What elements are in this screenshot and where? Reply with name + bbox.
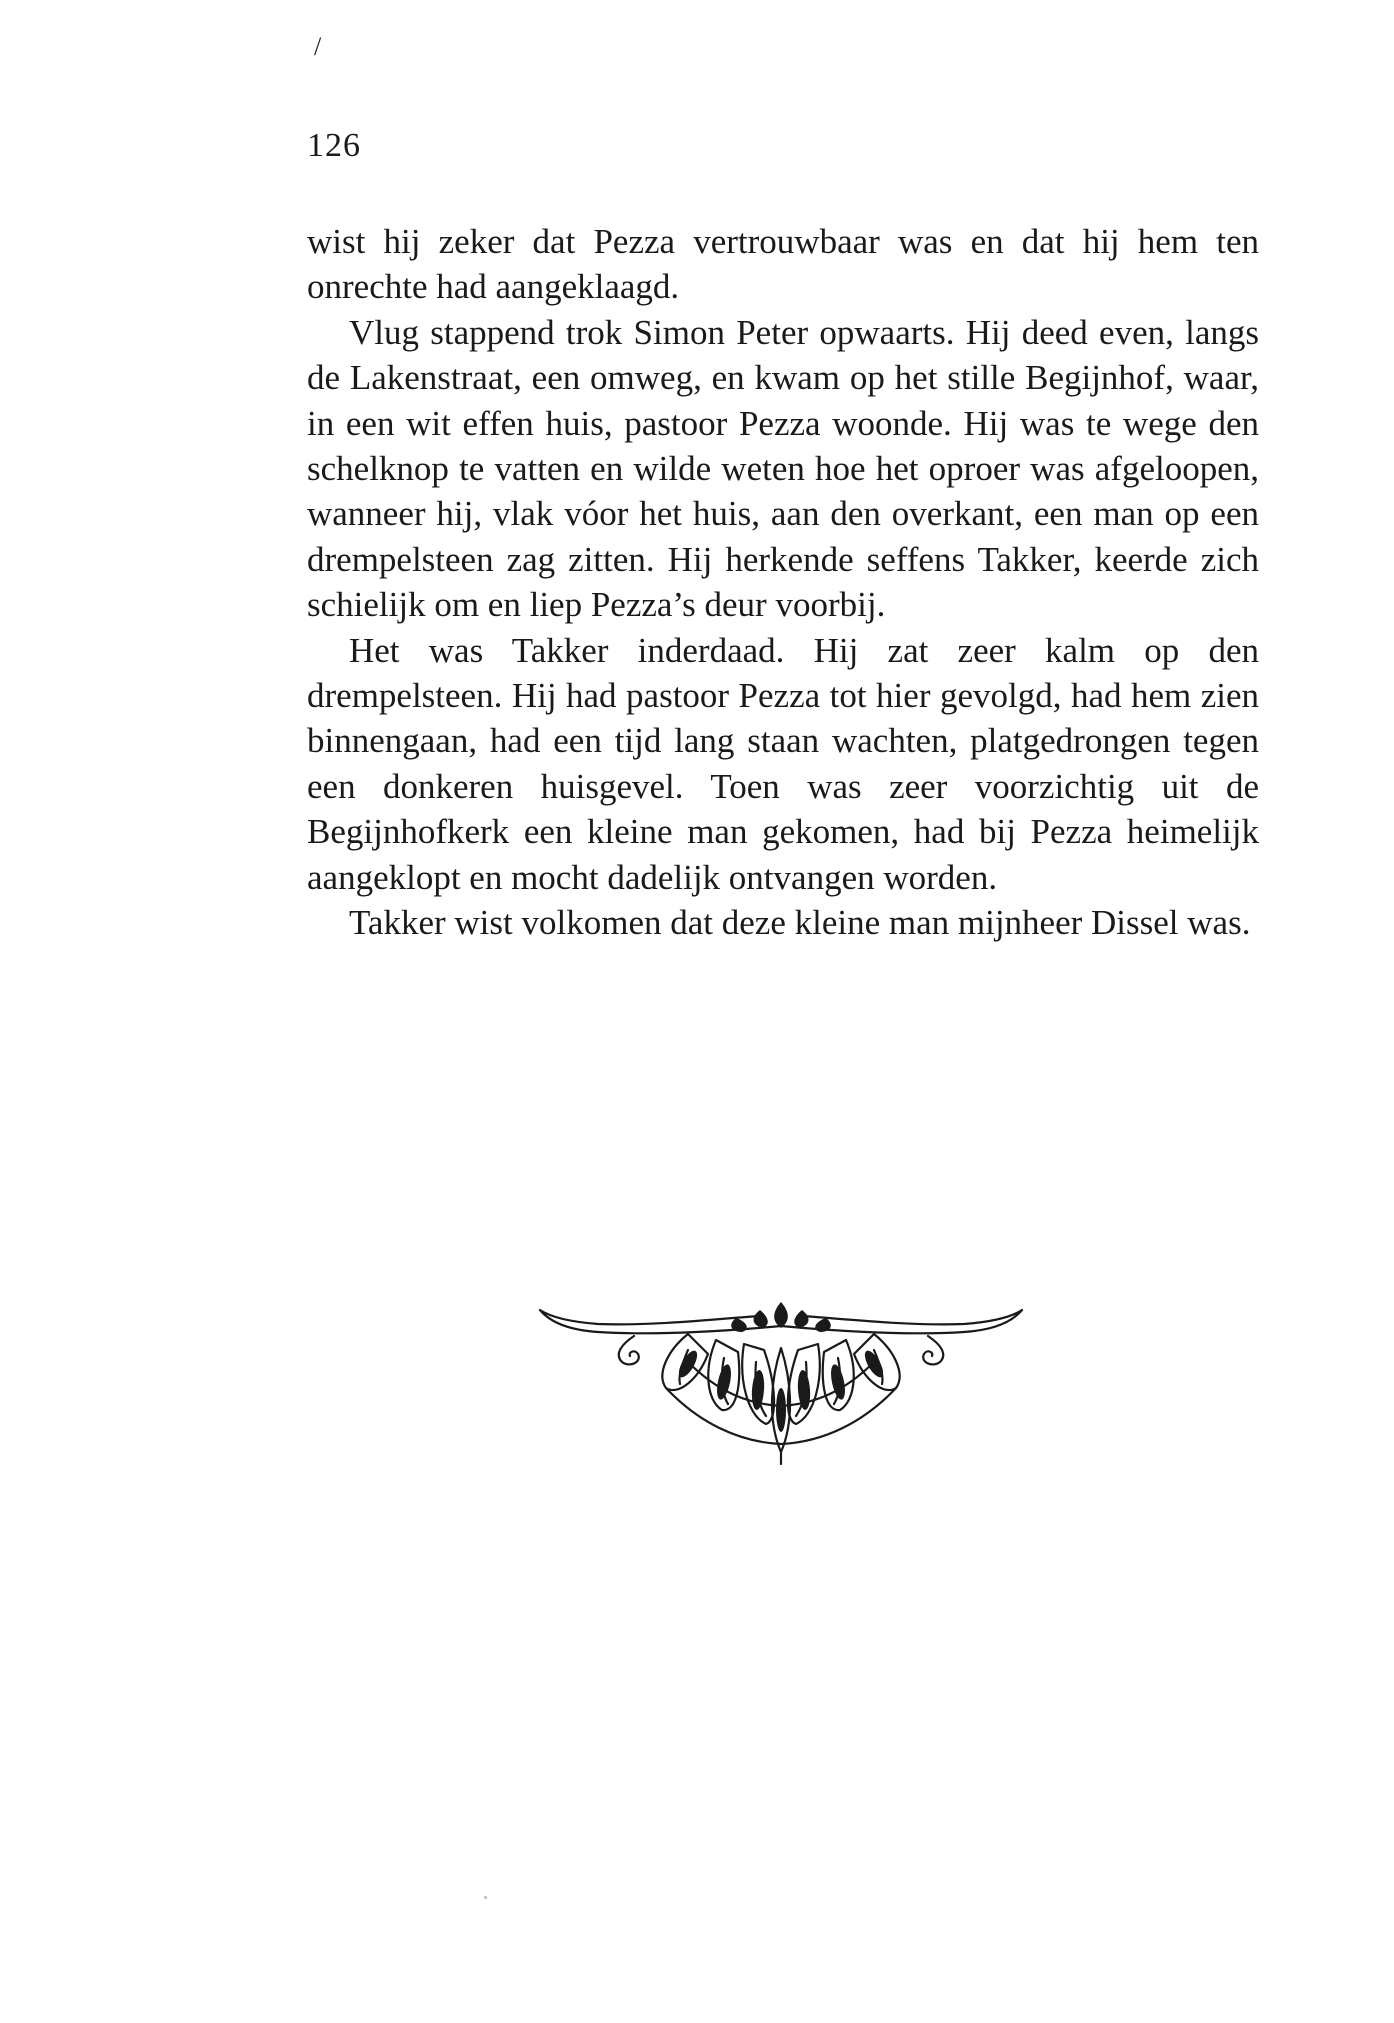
body-text: [307, 219, 1259, 946]
paragraph: wist hij zeker dat Pezza vertrouwbaar was en dat hij hem ten onrechte had aangeklaagd.: [307, 222, 1259, 307]
paragraph: Het was Takker inderdaad. Hij zat zeer kalm op den drempelsteen. Hij had pastoor Pezza tot hier gevolgd, had hem zien binnengaan, had een tijd lang staan wachten, platgedrongen tegen een donkeren huisgevel. Toen was zeer voorzichtig uit de Begijnhofkerk een kleine man gekomen, had bij Pezza heimelijk aangeklopt en mocht dadelijk ontvangen worden.: [307, 630, 1259, 897]
page-number: 126: [307, 127, 361, 164]
paper-speck: [484, 1896, 487, 1899]
paragraph: Vlug stappend trok Simon Peter opwaarts. Hij deed even, langs de Lakenstraat, een omweg, en kwam op het stille Begijnhof, waar, in een wit effen huis, pastoor Pezza woonde. Hij was te wege den schelknop te vatten en wilde weten hoe het oproer was afgeloopen, wanneer hij, vlak vóor het huis, aan den overkant, een man op een drempelsteen zag zitten. Hij herkende seffens Takker, keerde zich schielijk om en liep Pezza’s deur voorbij.: [307, 312, 1259, 625]
stray-mark: /: [314, 32, 322, 61]
paragraph: Takker wist volkomen dat deze kleine man mijnheer Dissel was.: [349, 903, 1251, 943]
floral-tailpiece-icon: [538, 1292, 1024, 1467]
